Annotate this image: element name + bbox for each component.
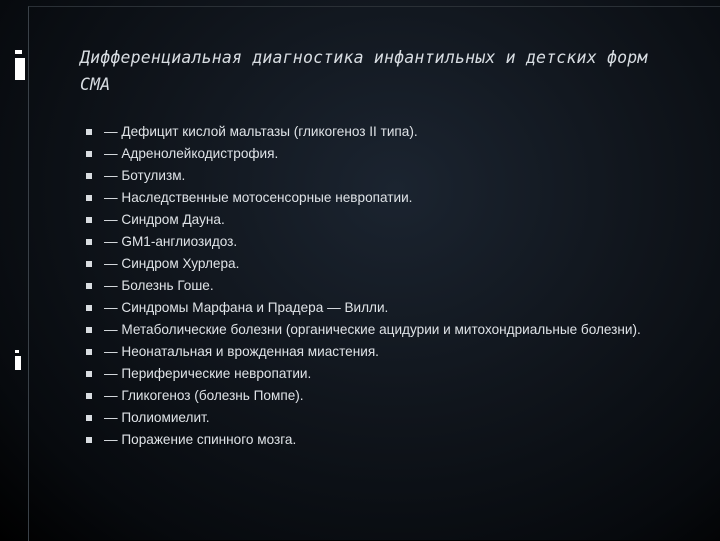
square-bullet-icon bbox=[86, 151, 92, 157]
list-item bbox=[86, 366, 686, 382]
list-item-text: — GM1-англиозидоз. bbox=[104, 234, 238, 249]
list-item bbox=[86, 388, 686, 404]
square-bullet-icon bbox=[86, 371, 92, 377]
decorative-bar bbox=[15, 58, 25, 80]
decorative-bar bbox=[15, 356, 21, 370]
list-item-text: — Синдром Дауна. bbox=[104, 212, 225, 227]
decorative-bar bbox=[15, 50, 22, 54]
list-item bbox=[86, 146, 686, 162]
square-bullet-icon bbox=[86, 327, 92, 333]
slide-title: Дифференциальная диагностика инфантильных и детских форм СМА bbox=[80, 48, 648, 94]
square-bullet-icon bbox=[86, 195, 92, 201]
square-bullet-icon bbox=[86, 393, 92, 399]
list-item bbox=[86, 410, 686, 426]
square-bullet-icon bbox=[86, 261, 92, 267]
list-item bbox=[86, 300, 686, 316]
list-item-text: — Наследственные мотосенсорные невропатии. bbox=[104, 190, 413, 205]
list-item bbox=[86, 256, 686, 272]
square-bullet-icon bbox=[86, 239, 92, 245]
list-item bbox=[86, 322, 686, 338]
list-item-text: — Ботулизм. bbox=[104, 168, 186, 183]
list-item-text: — Неонатальная и врожденная миастения. bbox=[104, 344, 379, 359]
list-item-text: — Гликогеноз (болезнь Помпе). bbox=[104, 388, 304, 403]
list-item-text: — Периферические невропатии. bbox=[104, 366, 312, 381]
list-item bbox=[86, 168, 686, 184]
square-bullet-icon bbox=[86, 283, 92, 289]
list-item-text: — Поражение спинного мозга. bbox=[104, 432, 297, 447]
list-item bbox=[86, 344, 686, 360]
square-bullet-icon bbox=[86, 437, 92, 443]
square-bullet-icon bbox=[86, 173, 92, 179]
square-bullet-icon bbox=[86, 305, 92, 311]
square-bullet-icon bbox=[86, 349, 92, 355]
list-item bbox=[86, 190, 686, 206]
list-item bbox=[86, 234, 686, 250]
square-bullet-icon bbox=[86, 217, 92, 223]
list-item bbox=[86, 212, 686, 228]
decorative-bar bbox=[15, 350, 19, 353]
list-item-text: — Адренолейкодистрофия. bbox=[104, 146, 279, 161]
list-item-text: — Метаболические болезни (органические ацидурии и митохондриальные болезни). bbox=[104, 322, 641, 337]
list-item-text: — Полиомиелит. bbox=[104, 410, 210, 425]
list-item-text: — Дефицит кислой мальтазы (гликогеноз II типа). bbox=[104, 124, 418, 139]
bullet-list bbox=[86, 124, 686, 454]
square-bullet-icon bbox=[86, 129, 92, 135]
list-item-text: — Синдром Хурлера. bbox=[104, 256, 240, 271]
list-item-text: — Синдромы Марфана и Прадера — Вилли. bbox=[104, 300, 389, 315]
list-item-text: — Болезнь Гоше. bbox=[104, 278, 214, 293]
square-bullet-icon bbox=[86, 415, 92, 421]
list-item bbox=[86, 278, 686, 294]
list-item bbox=[86, 432, 686, 448]
list-item bbox=[86, 124, 686, 140]
